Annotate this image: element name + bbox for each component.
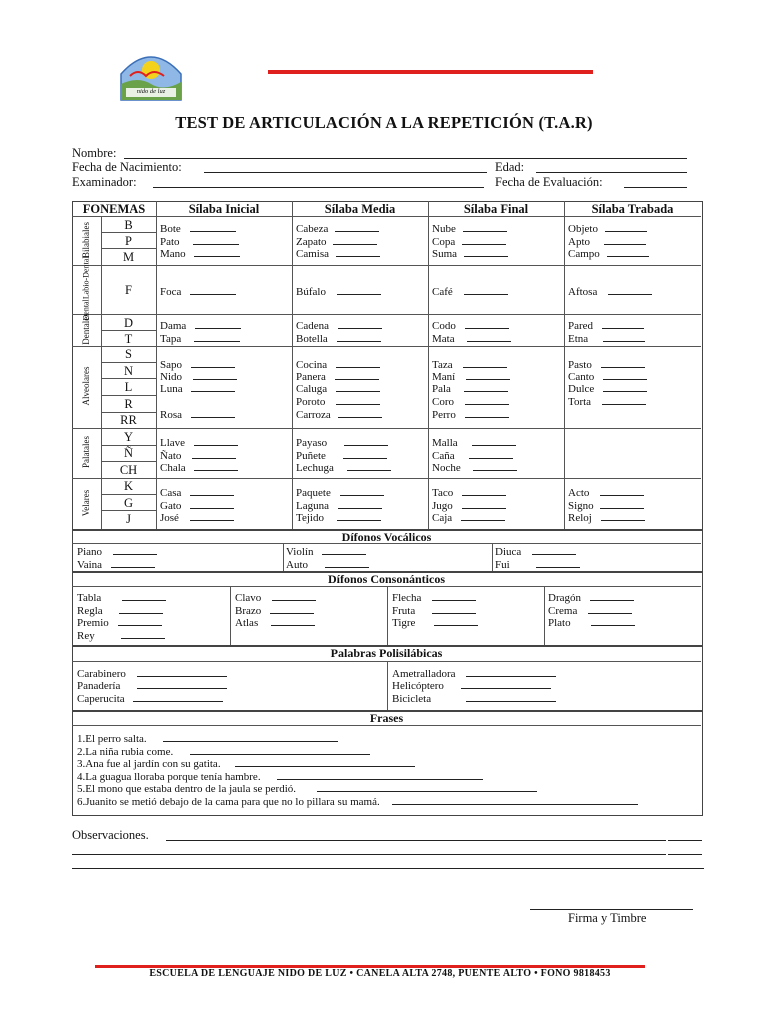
word-item: Malla <box>432 436 516 449</box>
phoneme-s: S <box>125 347 132 361</box>
answer-line[interactable] <box>133 692 223 702</box>
school-logo <box>118 46 184 102</box>
answer-line[interactable] <box>337 511 381 521</box>
word-item: Café <box>432 285 508 298</box>
word-item: Signo <box>568 499 644 512</box>
word-item: Perro <box>432 408 509 421</box>
answer-line[interactable] <box>336 382 380 392</box>
answer-line[interactable] <box>532 545 576 555</box>
phoneme-rr: RR <box>120 413 137 427</box>
answer-line[interactable] <box>464 247 508 257</box>
answer-line[interactable] <box>465 395 509 405</box>
answer-line[interactable] <box>462 235 506 245</box>
answer-line[interactable] <box>467 332 511 342</box>
word-item: Pala <box>432 382 508 395</box>
word-item: Auto <box>286 558 369 571</box>
word-item: José <box>160 511 234 524</box>
answer-line[interactable] <box>463 222 507 232</box>
answer-line[interactable] <box>335 370 379 380</box>
word-item: Bicicleta <box>392 692 556 705</box>
phrase-item: 6.Juanito se metió debajo de la cama para que no lo pillara su mamá. <box>77 795 638 808</box>
word-item: Diuca <box>495 545 576 558</box>
answer-line[interactable] <box>137 679 227 689</box>
fecha-nacimiento-label: Fecha de Nacimiento: <box>72 160 182 174</box>
category-labiodental: DentalLabio-Dental <box>81 256 91 321</box>
answer-line[interactable] <box>601 358 645 368</box>
section-divider <box>387 661 388 710</box>
nombre-field-end <box>669 146 687 159</box>
word-item: Noche <box>432 461 517 474</box>
answer-line[interactable] <box>190 499 234 509</box>
word-item: Llave <box>160 436 238 449</box>
word-item: Piano <box>77 545 157 558</box>
word-item: Torta <box>568 395 646 408</box>
word-item: Acto <box>568 486 644 499</box>
word-item: Rey <box>77 629 165 642</box>
answer-line[interactable] <box>608 285 652 295</box>
answer-line[interactable] <box>472 436 516 446</box>
signature-line[interactable] <box>530 897 693 910</box>
table-divider <box>72 478 701 479</box>
answer-line[interactable] <box>588 604 632 614</box>
answer-line[interactable] <box>337 332 381 342</box>
word-item: Foca <box>160 285 236 298</box>
word-item: Payaso <box>296 436 388 449</box>
word-item: Flecha <box>392 591 476 604</box>
table-divider <box>101 395 156 396</box>
header-silaba-final: Sílaba Final <box>463 202 529 216</box>
word-item: Apto <box>568 235 646 248</box>
page-title: TEST DE ARTICULACIÓN A LA REPETICIÓN (T.A.R) <box>175 113 593 132</box>
phoneme-b: B <box>124 218 133 232</box>
answer-line[interactable] <box>432 591 476 601</box>
phrase-item: 2.La niña rubia come. <box>77 745 370 758</box>
section-divider <box>230 586 231 645</box>
answer-line[interactable] <box>465 408 509 418</box>
answer-line[interactable] <box>462 486 506 496</box>
word-item: Cabeza <box>296 222 379 235</box>
answer-line[interactable] <box>343 449 387 459</box>
word-item: Tigre <box>392 616 478 629</box>
footer-address: ESCUELA DE LENGUAJE NIDO DE LUZ • CANELA ALTA 2748, PUENTE ALTO • FONO 9818453 <box>149 968 611 979</box>
word-item: Fruta <box>392 604 476 617</box>
word-item: Panadería <box>77 679 227 692</box>
word-item: Panera <box>296 370 379 383</box>
header-fonemas: FONEMAS <box>82 202 146 216</box>
category-alveolares: Alveolares <box>81 366 91 406</box>
answer-line[interactable] <box>190 285 236 295</box>
fecha-evaluacion-field-end <box>669 175 687 188</box>
answer-line[interactable] <box>465 319 509 329</box>
answer-line[interactable] <box>270 604 314 614</box>
word-item: Bote <box>160 222 236 235</box>
word-item: Cadena <box>296 319 382 332</box>
word-item: Nube <box>432 222 507 235</box>
category-dentales: Dentales <box>81 313 91 345</box>
edad-field[interactable] <box>536 160 669 173</box>
header-silaba-inicial: Sílaba Inicial <box>188 202 260 216</box>
header-rule <box>268 70 593 74</box>
answer-line[interactable] <box>536 558 580 568</box>
logo-text: nido de luz <box>136 88 166 95</box>
table-divider <box>72 216 701 217</box>
table-divider <box>292 201 293 529</box>
word-item: Crema <box>548 604 632 617</box>
phrase-item: 1.El perro salta. <box>77 732 338 745</box>
word-item: Carabinero <box>77 667 227 680</box>
answer-line[interactable] <box>192 449 236 459</box>
word-item: Camisa <box>296 247 380 260</box>
answer-line[interactable] <box>122 591 166 601</box>
answer-line[interactable] <box>190 745 370 755</box>
word-item: Rosa <box>160 408 235 421</box>
word-item: Cocina <box>296 358 380 371</box>
word-item: Botella <box>296 332 381 345</box>
answer-line[interactable] <box>271 616 315 626</box>
word-item: Chala <box>160 461 238 474</box>
word-item: Pato <box>160 235 239 248</box>
answer-line[interactable] <box>190 222 236 232</box>
word-item: Brazo <box>235 604 314 617</box>
phoneme-k: K <box>123 479 134 493</box>
table-divider <box>72 346 701 347</box>
fecha-evaluacion-label: Fecha de Evaluación: <box>495 175 603 189</box>
polisilabicas-title: Palabras Polisilábicas <box>330 646 443 660</box>
answer-line[interactable] <box>473 461 517 471</box>
answer-line[interactable] <box>344 436 388 446</box>
word-item: Tapa <box>160 332 240 345</box>
word-item: Caja <box>432 511 505 524</box>
word-item: Casa <box>160 486 234 499</box>
answer-line[interactable] <box>466 370 510 380</box>
answer-line[interactable] <box>193 370 237 380</box>
word-item: Maní <box>432 370 510 383</box>
answer-line[interactable] <box>137 667 227 677</box>
answer-line[interactable] <box>347 461 391 471</box>
header-silaba-trabada: Sílaba Trabada <box>591 202 674 216</box>
word-item: Violín <box>286 545 366 558</box>
table-divider <box>428 201 429 529</box>
table-divider <box>72 265 701 266</box>
category-palatales: Palatales <box>81 436 91 468</box>
difonos-vocalicos-title: Dífonos Vocálicos <box>341 530 432 544</box>
answer-line[interactable] <box>464 382 508 392</box>
answer-line[interactable] <box>338 319 382 329</box>
answer-line[interactable] <box>461 511 505 521</box>
phoneme-r: R <box>124 397 133 411</box>
word-item: Caluga <box>296 382 380 395</box>
answer-line[interactable] <box>118 616 162 626</box>
word-item: Etna <box>568 332 645 345</box>
nombre-label: Nombre: <box>72 146 117 160</box>
word-item: Gato <box>160 499 234 512</box>
word-item: Tabla <box>77 591 166 604</box>
phoneme-m: M <box>122 250 135 264</box>
answer-line[interactable] <box>607 247 649 257</box>
answer-line[interactable] <box>392 795 638 805</box>
word-item: Carroza <box>296 408 382 421</box>
phoneme-enye: Ñ <box>123 446 134 460</box>
word-item: Mata <box>432 332 511 345</box>
table-divider <box>72 314 701 315</box>
word-item: Pared <box>568 319 644 332</box>
edad-label: Edad: <box>495 160 525 174</box>
answer-line[interactable] <box>600 486 644 496</box>
answer-line[interactable] <box>317 782 537 792</box>
phrase-item: 3.Ana fue al jardín con su gatita. <box>77 757 415 770</box>
phoneme-t: T <box>124 332 133 346</box>
answer-line[interactable] <box>190 511 234 521</box>
answer-line[interactable] <box>602 395 646 405</box>
edad-field-end <box>669 160 687 173</box>
word-item: Helicóptero <box>392 679 551 692</box>
table-divider <box>156 201 157 529</box>
word-item: Dulce <box>568 382 647 395</box>
word-item: Canto <box>568 370 647 383</box>
word-item: Poroto <box>296 395 380 408</box>
table-divider <box>564 201 565 529</box>
frases-title: Frases <box>369 711 404 725</box>
word-item: Caña <box>432 449 513 462</box>
answer-line[interactable] <box>121 629 165 639</box>
answer-line[interactable] <box>119 604 163 614</box>
word-item: Plato <box>548 616 635 629</box>
answer-line[interactable] <box>191 358 235 368</box>
word-item: Objeto <box>568 222 647 235</box>
answer-line[interactable] <box>193 235 239 245</box>
phoneme-g: G <box>123 496 134 510</box>
word-item: Dragón <box>548 591 634 604</box>
phoneme-y: Y <box>123 430 134 444</box>
answer-line[interactable] <box>194 247 240 257</box>
fecha-nacimiento-field[interactable] <box>204 160 487 173</box>
answer-line[interactable] <box>194 461 238 471</box>
answer-line[interactable] <box>466 667 556 677</box>
phoneme-j: J <box>126 512 131 526</box>
answer-line[interactable] <box>191 382 235 392</box>
category-velares: Velares <box>81 489 91 517</box>
word-item: Dama <box>160 319 241 332</box>
observaciones-line-2[interactable] <box>72 842 666 855</box>
answer-line[interactable] <box>277 770 483 780</box>
phrase-item: 4.La guagua lloraba porque tenía hambre. <box>77 770 483 783</box>
answer-line[interactable] <box>461 679 551 689</box>
word-item: Fui <box>495 558 580 571</box>
word-item: Taza <box>432 358 507 371</box>
word-item: Vaina <box>77 558 155 571</box>
answer-line[interactable] <box>338 499 382 509</box>
word-item: Jugo <box>432 499 506 512</box>
section-divider <box>283 543 284 571</box>
answer-line[interactable] <box>163 732 338 742</box>
answer-line[interactable] <box>591 616 635 626</box>
table-divider <box>101 362 156 363</box>
phrase-item: 5.El mono que estaba dentro de la jaula se perdió. <box>77 782 537 795</box>
word-item: Atlas <box>235 616 315 629</box>
answer-line[interactable] <box>111 558 155 568</box>
section-divider <box>387 586 388 645</box>
word-item: Búfalo <box>296 285 381 298</box>
nombre-field[interactable] <box>124 146 669 159</box>
answer-line[interactable] <box>463 358 507 368</box>
observaciones-line-3[interactable] <box>72 856 704 869</box>
answer-line[interactable] <box>464 285 508 295</box>
phoneme-d: D <box>123 316 134 330</box>
word-item: Taco <box>432 486 506 499</box>
difonos-consonanticos-title: Dífonos Consonánticos <box>327 572 446 586</box>
answer-line[interactable] <box>325 558 369 568</box>
word-item: Lechuga <box>296 461 391 474</box>
answer-line[interactable] <box>602 319 644 329</box>
word-item: Clavo <box>235 591 316 604</box>
word-item: Ñato <box>160 449 236 462</box>
answer-line[interactable] <box>113 545 157 555</box>
answer-line[interactable] <box>462 499 506 509</box>
fecha-evaluacion-field[interactable] <box>624 175 669 188</box>
word-item: Tejido <box>296 511 381 524</box>
table-divider <box>101 494 156 495</box>
answer-line[interactable] <box>601 511 645 521</box>
answer-line[interactable] <box>603 370 647 380</box>
answer-line[interactable] <box>603 332 645 342</box>
section-divider <box>544 586 545 645</box>
word-item: Pasto <box>568 358 645 371</box>
answer-line[interactable] <box>194 332 240 342</box>
word-item: Luna <box>160 382 235 395</box>
answer-line[interactable] <box>190 486 234 496</box>
word-item: Copa <box>432 235 506 248</box>
answer-line[interactable] <box>194 436 238 446</box>
examinador-field[interactable] <box>153 175 484 188</box>
answer-line[interactable] <box>322 545 366 555</box>
word-item: Aftosa <box>568 285 652 298</box>
answer-line[interactable] <box>469 449 513 459</box>
answer-line[interactable] <box>600 499 644 509</box>
word-item: Nido <box>160 370 237 383</box>
word-item: Puñete <box>296 449 387 462</box>
signature-label: Firma y Timbre <box>568 911 647 925</box>
header-silaba-media: Sílaba Media <box>324 202 396 216</box>
word-item: Regla <box>77 604 163 617</box>
answer-line[interactable] <box>336 395 380 405</box>
word-item: Premio <box>77 616 162 629</box>
observaciones-label: Observaciones. <box>72 828 149 842</box>
answer-line[interactable] <box>434 616 478 626</box>
phoneme-f: F <box>125 283 132 297</box>
answer-line[interactable] <box>604 235 646 245</box>
table-divider <box>72 428 701 429</box>
answer-line[interactable] <box>333 235 377 245</box>
section-divider <box>492 543 493 571</box>
answer-line[interactable] <box>432 604 476 614</box>
word-item: Campo <box>568 247 649 260</box>
word-item: Suma <box>432 247 508 260</box>
answer-line[interactable] <box>336 358 380 368</box>
phoneme-p: P <box>125 234 132 248</box>
phoneme-n: N <box>123 364 134 378</box>
word-item: Mano <box>160 247 240 260</box>
observaciones-field-end <box>668 828 702 841</box>
observaciones-line-2-end <box>668 842 702 855</box>
answer-line[interactable] <box>338 408 382 418</box>
phoneme-l: L <box>124 380 133 394</box>
word-item: Ametralladora <box>392 667 556 680</box>
answer-line[interactable] <box>590 591 634 601</box>
answer-line[interactable] <box>191 408 235 418</box>
category-bilabiales: Bilabiales <box>81 222 91 258</box>
answer-line[interactable] <box>340 486 384 496</box>
word-item: Paquete <box>296 486 384 499</box>
answer-line[interactable] <box>235 757 415 767</box>
answer-line[interactable] <box>466 692 556 702</box>
word-item: Caperucita <box>77 692 223 705</box>
word-item: Coro <box>432 395 509 408</box>
examinador-label: Examinador: <box>72 175 137 189</box>
answer-line[interactable] <box>272 591 316 601</box>
answer-line[interactable] <box>335 222 379 232</box>
answer-line[interactable] <box>603 382 647 392</box>
word-item: Laguna <box>296 499 382 512</box>
table-divider <box>101 461 156 462</box>
observaciones-field[interactable] <box>166 828 666 841</box>
word-item: Zapato <box>296 235 377 248</box>
word-item: Codo <box>432 319 509 332</box>
phoneme-ch: CH <box>119 463 138 477</box>
answer-line[interactable] <box>605 222 647 232</box>
word-item: Sapo <box>160 358 235 371</box>
answer-line[interactable] <box>336 247 380 257</box>
answer-line[interactable] <box>337 285 381 295</box>
word-item: Reloj <box>568 511 645 524</box>
answer-line[interactable] <box>195 319 241 329</box>
